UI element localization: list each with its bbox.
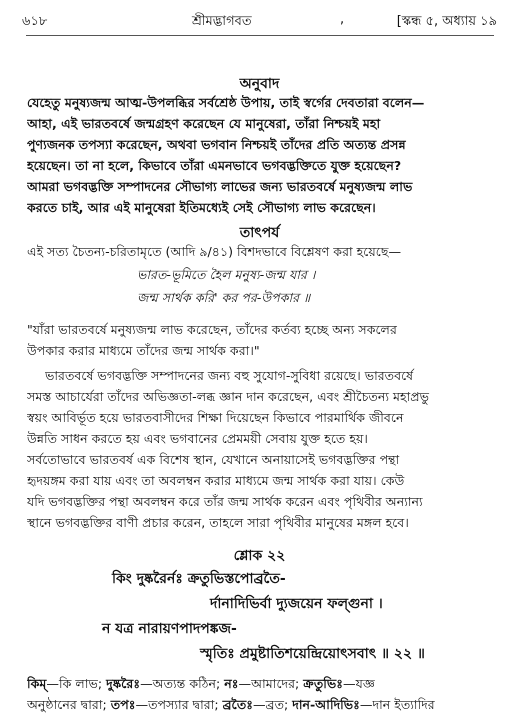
purport-paragraph-line: স্থানে ভগবদ্ভক্তির বাণী প্রচার করেন, তাহলে সারা পৃথিবীর মানুষের মঙ্গল হবে। <box>27 515 409 530</box>
synonym-gloss: —যজ্ঞ <box>342 676 375 691</box>
translation-line: যেহেতু মনুষ্যজন্ম আত্ম-উপলব্ধির সর্বশ্রেষ্ঠ উপায়, তাই স্বর্গের দেবতারা বলেন— <box>27 95 425 110</box>
page-number: ৬১৮ <box>22 14 48 29</box>
sloka-line: ন যত্র নারায়ণপাদপঙ্কজ- <box>102 621 237 637</box>
header-mark: , <box>340 12 345 27</box>
translation-line: হয়েছেন। তা না হলে, কিভাবে তাঁরা এমনভাবে ভগবদ্ভক্তিতে যুক্ত হয়েছেন? <box>27 158 402 173</box>
synonym-term: তপঃ <box>110 697 136 712</box>
synonym-gloss: —দান ইত্যাদির <box>359 697 435 712</box>
translation-heading: অনুবাদ <box>239 76 280 92</box>
verse-line: জন্ম সার্থক করি' কর পর-উপকার ॥ <box>137 290 311 305</box>
synonyms-line <box>27 697 495 717</box>
synonym-gloss: —ব্রত; <box>253 697 293 712</box>
synonym-term: ক্রতুভিঃ <box>303 676 343 691</box>
synonym-gloss: অনুষ্ঠানের দ্বারা; <box>27 697 111 712</box>
purport-paragraph-line: হৃদয়ঙ্গম করা যায় এবং তা অবলম্বন করার মাধ্যমে জন্ম সার্থক করা যায়। কেউ <box>27 473 405 488</box>
translation-line: পুণ্যজনক তপস্যা করেছেন, অথবা ভগবান নিশ্চয়ই তাঁদের প্রতি অত্যন্ত প্রসন্ন <box>27 137 406 152</box>
sloka-line: কিং দুষ্করৈর্নঃ ক্রতুভিস্তপোব্রতৈ- <box>112 571 286 587</box>
translation-line: আমরা ভগবদ্ভক্তি সম্পাদনের সৌভাগ্য লাভের জন্য ভারতবর্ষে মনুষ্যজন্ম লাভ <box>27 179 413 194</box>
quote-line: উপকার করার মাধ্যমে তাঁদের জন্ম সার্থক করা।" <box>27 343 260 358</box>
page-header <box>22 10 497 32</box>
synonym-term: নঃ <box>224 676 239 691</box>
quote-line: "যাঁরা ভারতবর্ষে মনুষ্যজন্ম লাভ করেছেন, তাঁদের কর্তব্য হচ্ছে অন্য সকলের <box>27 322 397 337</box>
verse-line: ভারত-ভূমিতে হৈল মনুষ্য-জন্ম যার । <box>137 267 316 282</box>
synonym-term: ব্রতৈঃ <box>222 697 254 712</box>
sloka-line: স্মৃতিঃ প্রমুষ্টাতিশয়েন্দ্রিয়োৎসবাৎ ॥ ২২ ॥ <box>200 646 425 662</box>
synonyms-line <box>27 676 495 696</box>
sloka-title: শ্লোক ২২ <box>233 548 286 564</box>
purport-paragraph-line: সমস্ত আচার্যেরা তাঁদের অভিজ্ঞতা-লব্ধ জ্ঞান দান করেছেন, এবং শ্রীচৈতন্য মহাপ্রভু <box>27 389 430 404</box>
purport-heading: তাৎপর্য <box>239 225 280 241</box>
synonym-gloss: —তপস্যার দ্বারা; <box>135 697 223 712</box>
purport-paragraph-line: উন্নতি সাধন করতে হয় এবং ভগবানের প্রেমময়ী সেবায় যুক্ত হতে হয়। <box>27 431 368 446</box>
purport-paragraph-line: সর্বতোভাবে ভারতবর্ষ এক বিশেষ স্থান, যেখানে অনায়াসেই ভগবদ্ভক্তির পন্থা <box>27 452 400 467</box>
synonym-term: কিম্ <box>27 676 47 691</box>
synonym-gloss: —কি লাভ; <box>46 676 107 691</box>
synonym-gloss: —অত্যন্ত কঠিন; <box>140 676 225 691</box>
translation-line: করতে চাই, আর এই মানুষেরা ইতিমধ্যেই সেই সৌভাগ্য লাভ করেছেন। <box>27 200 376 215</box>
sloka-line: র্দানাদিভির্বা দ্যুজয়েন ফল্গুনা । <box>210 596 383 612</box>
purport-paragraph-line: স্বয়ং আবির্ভূত হয়ে ভারতবাসীদের শিক্ষা দিয়েছেন কিভাবে পারমার্থিক জীবনে <box>27 410 404 425</box>
purport-paragraph-line: ভারতবর্ষে ভগবদ্ভক্তি সম্পাদনের জন্য বহু সুযোগ-সুবিধা রয়েছে। ভারতবর্ষে <box>45 368 414 383</box>
synonym-term: দান-আদিভিঃ <box>292 697 360 712</box>
synonym-gloss: —আমাদের; <box>238 676 304 691</box>
purport-intro: এই সত্য চৈতন্য-চরিতামৃতে (আদি ৯/৪১) বিশদভাবে বিশ্লেষণ করা হয়েছে— <box>27 244 402 259</box>
translation-line: আহা, এই ভারতবর্ষে জন্মগ্রহণ করেছেন যে মানুষেরা, তাঁরা নিশ্চয়ই মহা <box>27 116 381 131</box>
chapter-reference: [স্কন্ধ ৫, অধ্যায় ১৯ <box>396 14 497 29</box>
synonym-term: দুষ্করৈঃ <box>106 676 141 691</box>
header-rule <box>26 35 494 36</box>
book-title: শ্রীমদ্ভাগবত <box>192 14 252 29</box>
purport-paragraph-line: যদি ভগবদ্ভক্তির পন্থা অবলম্বন করে তাঁর জন্ম সার্থক করেন এবং পৃথিবীর অন্যান্য <box>27 494 423 509</box>
